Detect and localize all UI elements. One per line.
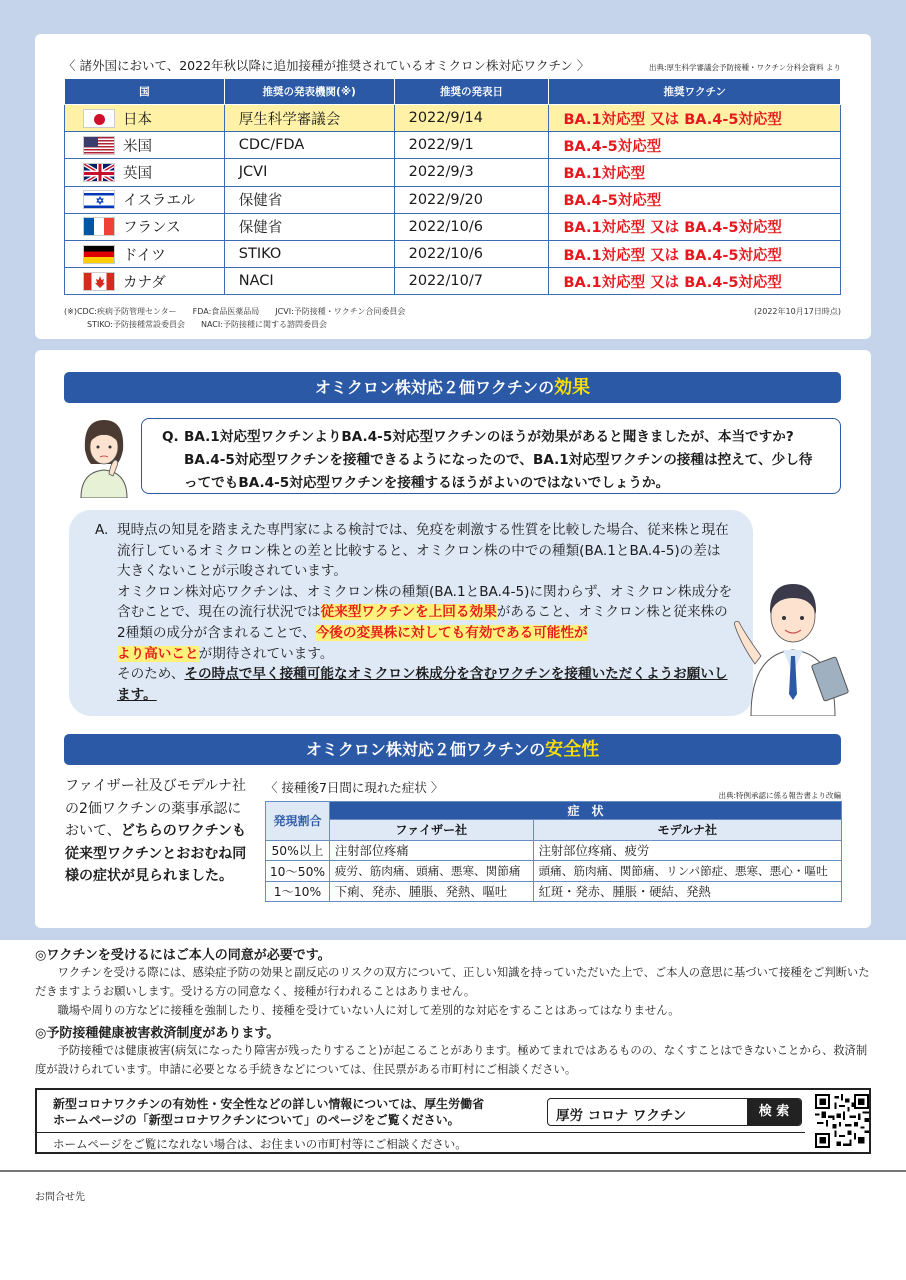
agency-cell: CDC/FDA (224, 132, 394, 159)
relief-paragraph: 予防接種では健康被害(病気になったり障害が残ったりすること)が起こることがあります。極めてまれではあるものの、なくすことはできないことから、救済制度が設けられています。申請に必要となる手続きなどについては、住民票がある市町村にご相談ください。 (35, 1044, 868, 1076)
header-pfizer: ファイザー社 (329, 820, 533, 841)
rate-cell: 1〜10% (266, 881, 330, 902)
country-name: カナダ (123, 274, 166, 291)
moderna-cell: 紅斑・発赤、腫脹・硬結、発熱 (533, 881, 841, 902)
country-name: ドイツ (123, 247, 166, 264)
effect-safety-card (35, 350, 871, 928)
header-country: 国 (65, 79, 225, 105)
table-row (266, 881, 842, 902)
table-header-row (266, 802, 842, 820)
safety-summary-text: ファイザー社及びモデルナ社の2価ワクチンの薬事承認において、 (65, 778, 247, 839)
effect-heading-text: オミクロン株対応２価ワクチンの (314, 378, 555, 397)
vaccine-table-source: 出典:厚生科学審議会予防接種・ワクチン分科会資料 より (648, 63, 841, 72)
safety-heading (64, 734, 841, 765)
answer-paragraph-2 (117, 582, 733, 664)
header-rate: 発現割合 (266, 802, 330, 841)
pfizer-cell: 下痢、発赤、腫脹、発熱、嘔吐 (329, 881, 533, 902)
pfizer-cell: 疲労、筋肉痛、頭痛、悪寒、関節痛 (329, 861, 533, 882)
agency-cell: 保健省 (224, 186, 394, 213)
vaccine-cell: BA.4-5対応型 (549, 186, 841, 213)
search-box (547, 1098, 802, 1126)
a-label: A. (95, 522, 109, 538)
symptom-table (265, 801, 842, 902)
info-line-1: 新型コロナワクチンの有効性・安全性などの詳しい情報については、厚生労働省 (53, 1097, 485, 1111)
table-row (65, 213, 841, 240)
date-cell: 2022/9/1 (394, 132, 549, 159)
date-cell: 2022/9/14 (394, 105, 549, 132)
moderna-cell: 注射部位疼痛、疲労 (533, 840, 841, 861)
table-row (266, 861, 842, 882)
vaccine-cell: BA.1対応型 (549, 159, 841, 186)
bottom-divider (0, 1170, 906, 1172)
vaccine-table-card (35, 34, 871, 339)
date-cell: 2022/10/6 (394, 240, 549, 267)
agency-cell: STIKO (224, 240, 394, 267)
agency-cell: 保健省 (224, 213, 394, 240)
info-divider (37, 1132, 805, 1133)
safety-summary (65, 775, 250, 888)
answer-highlight: 従来型ワクチンを上回る効果 (320, 604, 497, 621)
symptom-table-source: 出典:特例承認に係る報告書より改編 (718, 791, 841, 800)
vaccine-cell: BA.1対応型 又は BA.4-5対応型 (549, 240, 841, 267)
answer-text-part: オミクロン株対応ワクチンは、オミクロン株の種類(BA.1とBA.4-5)に関わらず、オミクロン株成分を含むことで、現在の流行状況では (117, 583, 733, 621)
table-row (65, 268, 841, 295)
agency-cell: 厚生科学審議会 (224, 105, 394, 132)
header-vaccine: 推奨ワクチン (549, 79, 841, 105)
consent-heading: ◎ワクチンを受けるにはご本人の同意が必要です。 (35, 948, 331, 963)
answer-text-part: そのため、 (117, 666, 185, 683)
question-text: BA.1対応型ワクチンよりBA.4-5対応型ワクチンのほうが効果があると聞きましたが、本当ですか?BA.4-5対応型ワクチンを接種できるようになったので、BA.1対応型ワクチンの接種は控えて、少し待ってでもBA.4-5対応型ワクチンを接種するほうがよいのではないでしょうか。 (184, 429, 813, 491)
usa-flag-icon (83, 136, 115, 155)
info-text (53, 1096, 484, 1128)
effect-heading (64, 372, 841, 403)
answer-highlight: 今後の変異株に対しても有効である可能性が (315, 624, 588, 641)
pfizer-cell: 注射部位疼痛 (329, 840, 533, 861)
symptom-table-title: 〈 接種後7日間に現れた症状 〉 (265, 780, 444, 795)
answer-box (69, 510, 753, 716)
answer-text (117, 520, 733, 705)
france-flag-icon (83, 217, 115, 236)
answer-emphasis: その時点で早く接種可能なオミクロン株成分を含むワクチンを接種いただくようお願いします。 (117, 666, 728, 703)
date-cell: 2022/9/20 (394, 186, 549, 213)
effect-heading-highlight: 効果 (554, 377, 591, 398)
table-row (65, 186, 841, 213)
doctor-illustration (721, 564, 851, 716)
safety-heading-highlight: 安全性 (545, 739, 600, 760)
relief-section (35, 1022, 871, 1079)
japan-flag-icon (83, 109, 115, 128)
answer-text-part: が期待されています。 (198, 645, 334, 662)
table-header-row (266, 820, 842, 841)
header-moderna: モデルナ社 (533, 820, 841, 841)
date-cell: 2022/10/7 (394, 268, 549, 295)
date-cell: 2022/9/3 (394, 159, 549, 186)
germany-flag-icon (83, 245, 115, 264)
table-row (65, 105, 841, 132)
consent-paragraph-1: ワクチンを受ける際には、感染症予防の効果と副反応のリスクの双方について、正しい知識を持っていただいた上で、ご本人の意思に基づいて接種をご判断いただきますようお願いします。受ける方の同意なく、接種が行われることはありません。 (35, 966, 870, 998)
agency-cell: JCVI (224, 159, 394, 186)
consent-paragraph-2: 職場や周りの方などに接種を強制したり、接種を受けていない人に対して差別的な対応をすることはあってはなりません。 (57, 1004, 680, 1017)
vaccine-table-title: 〈 諸外国において、2022年秋以降に追加接種が推奨されているオミクロン株対応ワクチン 〉 (63, 58, 590, 73)
date-cell: 2022/10/6 (394, 213, 549, 240)
table-row (65, 240, 841, 267)
answer-text-part: があること、オミクロン株と従来株の2種類の成分が含まれることで、 (117, 604, 728, 641)
info-line-2: ホームページの「新型コロナワクチンについて」のページをご覧ください。 (53, 1113, 460, 1127)
question-box (141, 418, 841, 494)
moderna-cell: 頭痛、筋肉痛、関節痛、リンパ節症、悪寒、悪心・嘔吐 (533, 861, 841, 882)
safety-heading-text: オミクロン株対応２価ワクチンの (305, 740, 546, 759)
answer-paragraph-1: 現時点の知見を踏まえた専門家による検討では、免疫を刺激する性質を比較した場合、従来株と現在流行しているオミクロン株との差と比較すると、オミクロン株の中での種類(BA.1とBA.4-5)の差は大きくないことが示唆されています。 (117, 522, 729, 580)
rate-cell: 50%以上 (266, 840, 330, 861)
header-agency: 推奨の発表機関(※) (224, 79, 394, 105)
country-name: 米国 (123, 138, 152, 155)
table-header-row (65, 79, 841, 105)
israel-flag-icon (83, 190, 115, 209)
search-button[interactable]: 検 索 (747, 1099, 801, 1125)
agency-cell: NACI (224, 268, 394, 295)
header-symptoms: 症 状 (329, 802, 841, 820)
country-name: 英国 (123, 165, 152, 182)
vaccine-cell: BA.1対応型 又は BA.4-5対応型 (549, 105, 841, 132)
search-input[interactable]: 厚労 コロナ ワクチン (556, 1108, 687, 1124)
info-box (35, 1088, 871, 1154)
uk-flag-icon (83, 163, 115, 182)
footnote-line1: (※)CDC:疾病予防管理センター FDA:食品医薬品局 JCVI:予防接種・ワクチン合同委員会 (64, 307, 406, 316)
canada-flag-icon (83, 272, 115, 291)
qr-code-icon[interactable] (815, 1094, 869, 1148)
vaccine-cell: BA.1対応型 又は BA.4-5対応型 (549, 213, 841, 240)
table-row (65, 159, 841, 186)
table-row (266, 840, 842, 861)
thinking-woman-illustration (71, 414, 137, 498)
footnote-line2: STIKO:予防接種常設委員会 NACI:予防接種に関する諮問委員会 (87, 320, 327, 329)
header-date: 推奨の発表日 (394, 79, 549, 105)
rate-cell: 10〜50% (266, 861, 330, 882)
info-footer: ホームページをご覧になれない場合は、お住まいの市町村等にご相談ください。 (53, 1137, 467, 1151)
consent-section (35, 944, 871, 1020)
vaccine-table (64, 78, 841, 295)
safety-summary-emphasis: どちらのワクチンも従来型ワクチンとおおむね同様の症状が見られました。 (65, 823, 247, 884)
vaccine-cell: BA.1対応型 又は BA.4-5対応型 (549, 268, 841, 295)
country-name: イスラエル (123, 193, 196, 210)
answer-highlight: より高いこと (117, 645, 199, 662)
relief-heading: ◎予防接種健康被害救済制度があります。 (35, 1026, 280, 1041)
table-row (65, 132, 841, 159)
answer-paragraph-3 (117, 664, 733, 705)
q-label: Q. (162, 429, 179, 445)
contact-label: お問合せ先 (35, 1192, 85, 1203)
country-name: 日本 (123, 111, 152, 128)
vaccine-cell: BA.4-5対応型 (549, 132, 841, 159)
as-of-date: (2022年10月17日時点) (754, 307, 841, 316)
country-name: フランス (123, 220, 181, 237)
